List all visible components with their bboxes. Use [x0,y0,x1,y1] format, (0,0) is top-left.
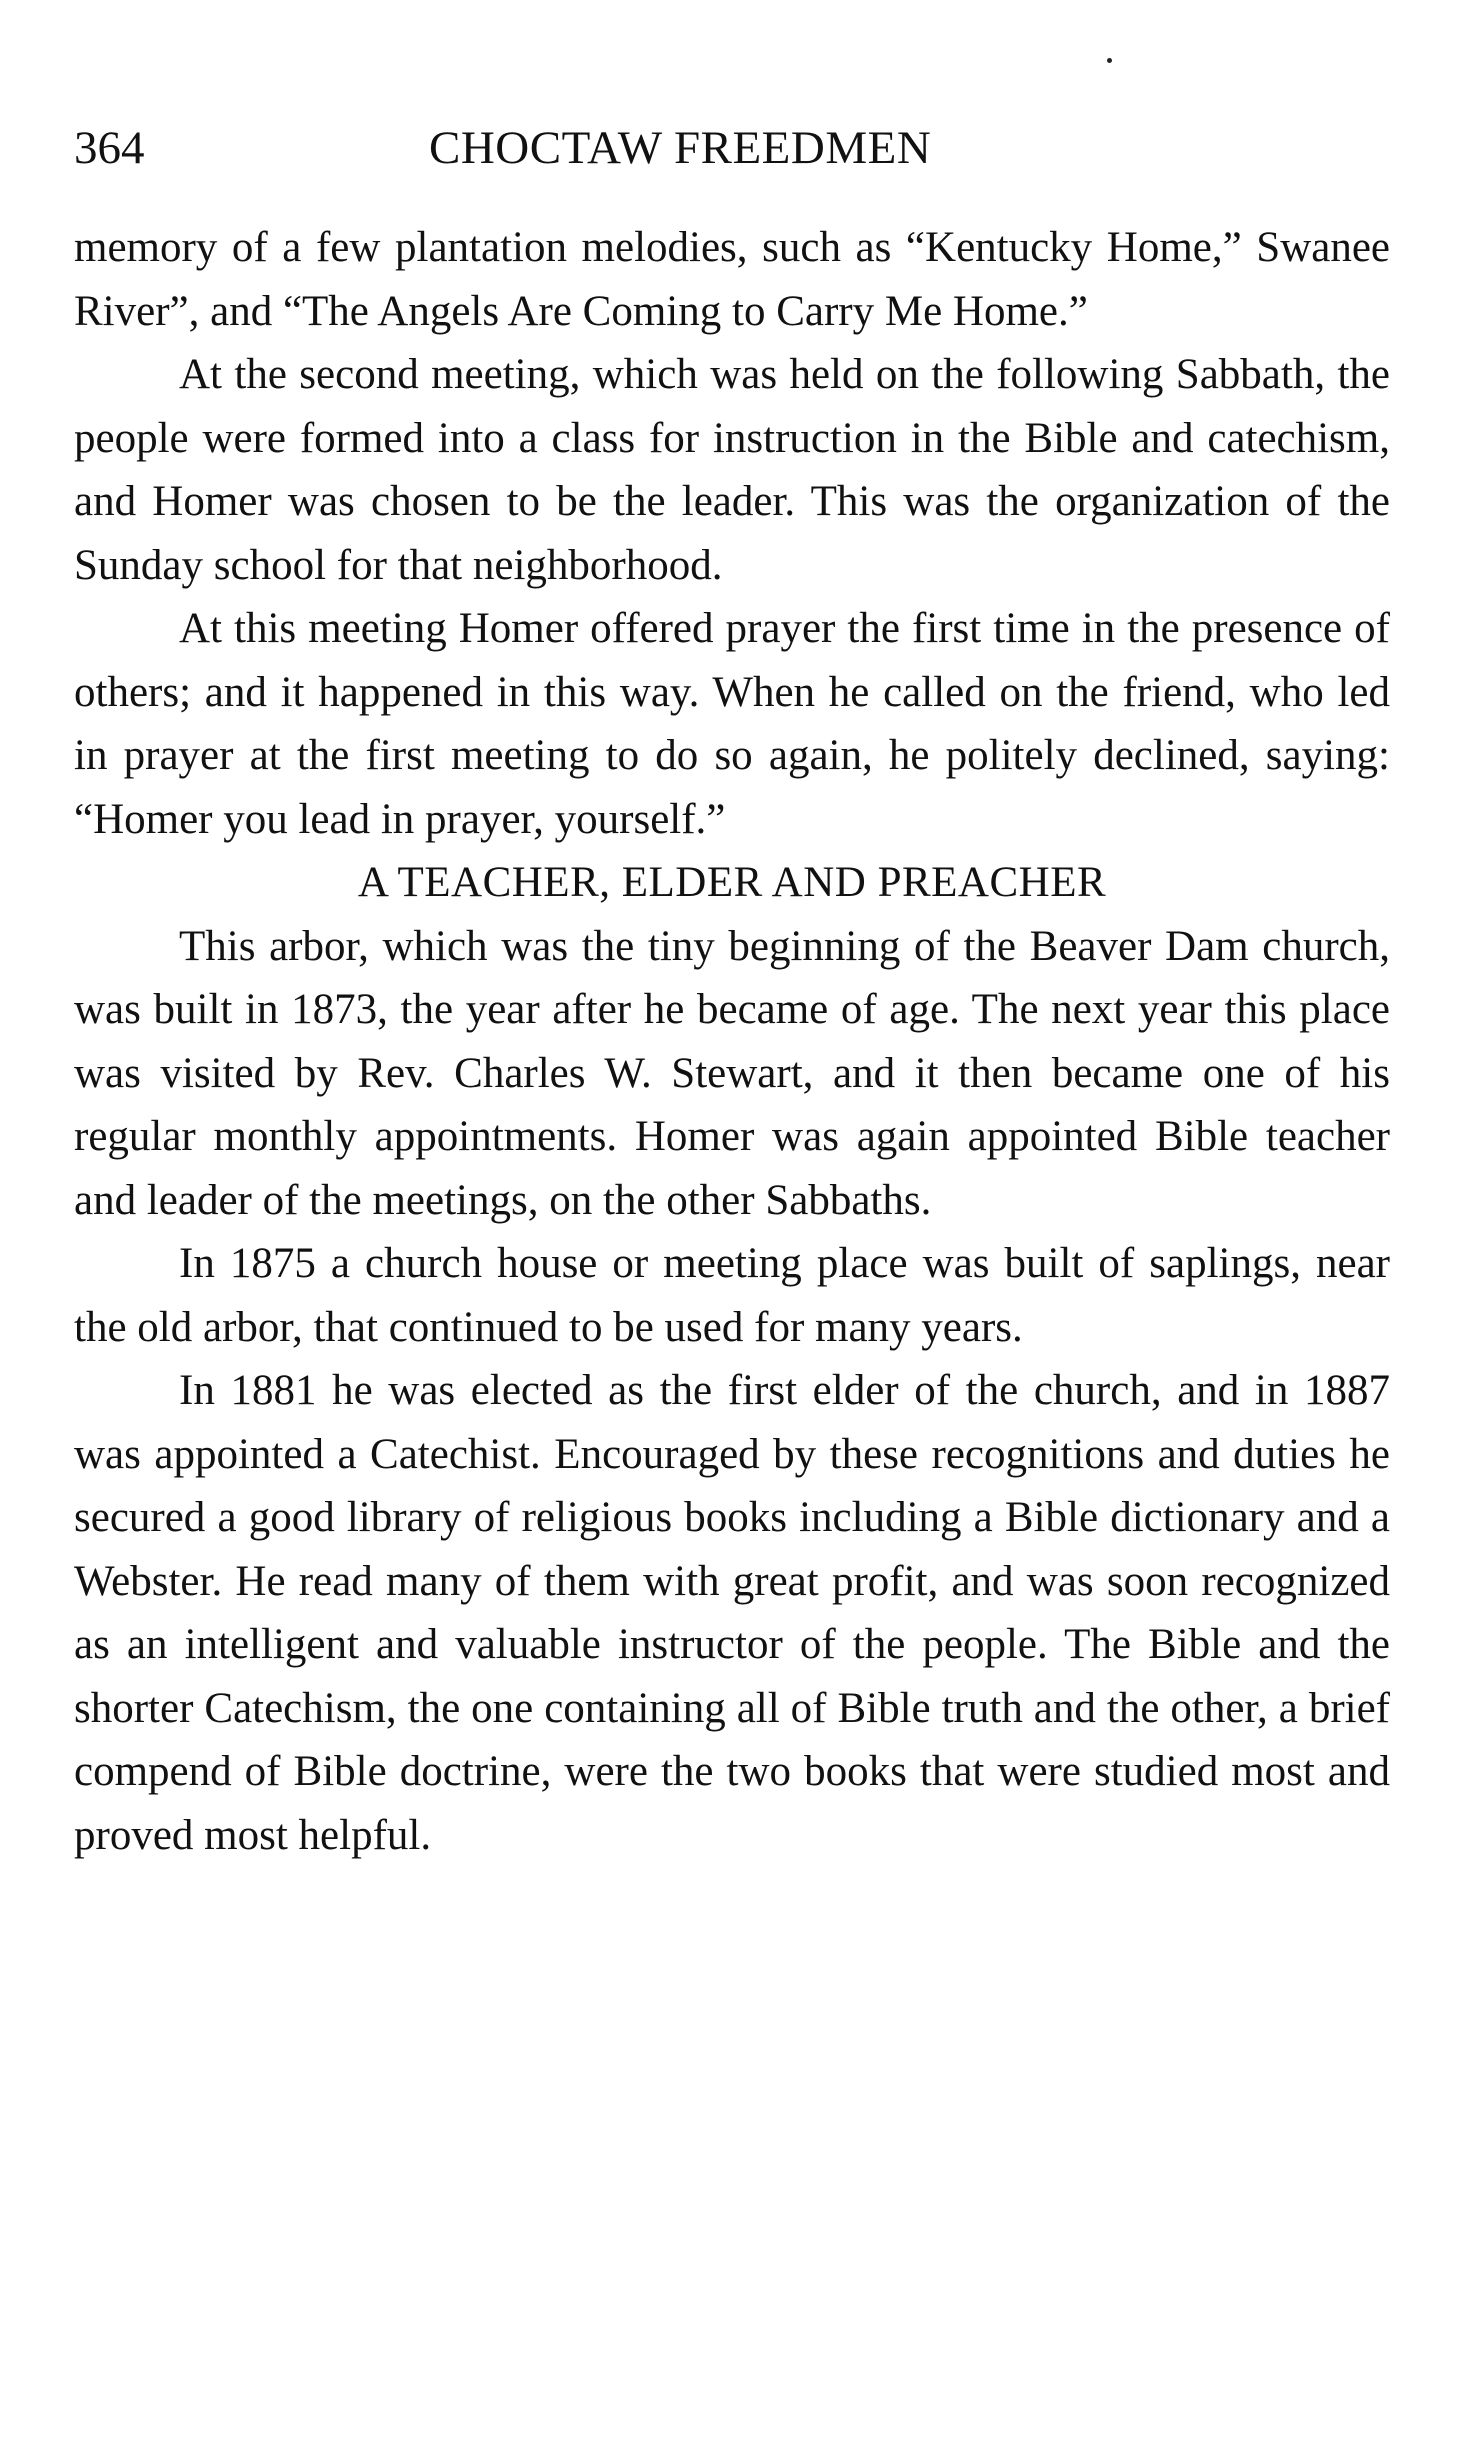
running-title: CHOCTAW FREEDMEN [429,122,932,174]
body-text [74,216,1390,1867]
page-header [74,118,1384,178]
section-heading: A TEACHER, ELDER AND PREACHER [357,859,1107,906]
paragraph-arbor: This arbor, which was the tiny beginning of the Beaver Dam church, was built in 1873, the year after he became of age. The next year this place was visited by Rev. Charles W. Stewart, and it then became one of his regular monthly appointments. Homer was again appointed Bible teacher and leader of the meetings, on the other Sabbaths. [74,922,1390,1224]
paragraph-church-house: In 1875 a church house or meeting place was built of saplings, near the old arbor, that continued to be used for many years. [74,1240,1390,1351]
paragraph-elder: In 1881 he was elected as the first elder of the church, and in 1887 was appointed a Catechist. Encouraged by these recognitions and duties he secured a good library of religious books including a Bible dictionary and a Webster. He read many of them with great profit, and was soon recognized as an intelligent and valuable instructor of the people. The Bible and the shorter Catechism, the one containing all of Bible truth and the other, a brief compend of Bible doctrine, were the two books that were studied most and proved most helpful. [74,1367,1390,1859]
paragraph-continuation: memory of a few plantation melodies, such as “Kentucky Home,” Swanee River”, and “The Angels Are Coming to Carry Me Home.” [74,224,1390,335]
paragraph-first-prayer: At this meeting Homer offered prayer the first time in the presence of others; and it happened in this way. When he called on the friend, who led in prayer at the first meeting to do so again, he politely declined, saying: “Homer you lead in prayer, yourself.” [74,605,1390,843]
page-number: 364 [74,122,145,174]
ink-speck [1107,58,1112,63]
paragraph-second-meeting: At the second meeting, which was held on the following Sabbath, the people were formed into a class for instruction in the Bible and catechism, and Homer was chosen to be the leader. This was the organization of the Sunday school for that neighborhood. [74,351,1390,589]
